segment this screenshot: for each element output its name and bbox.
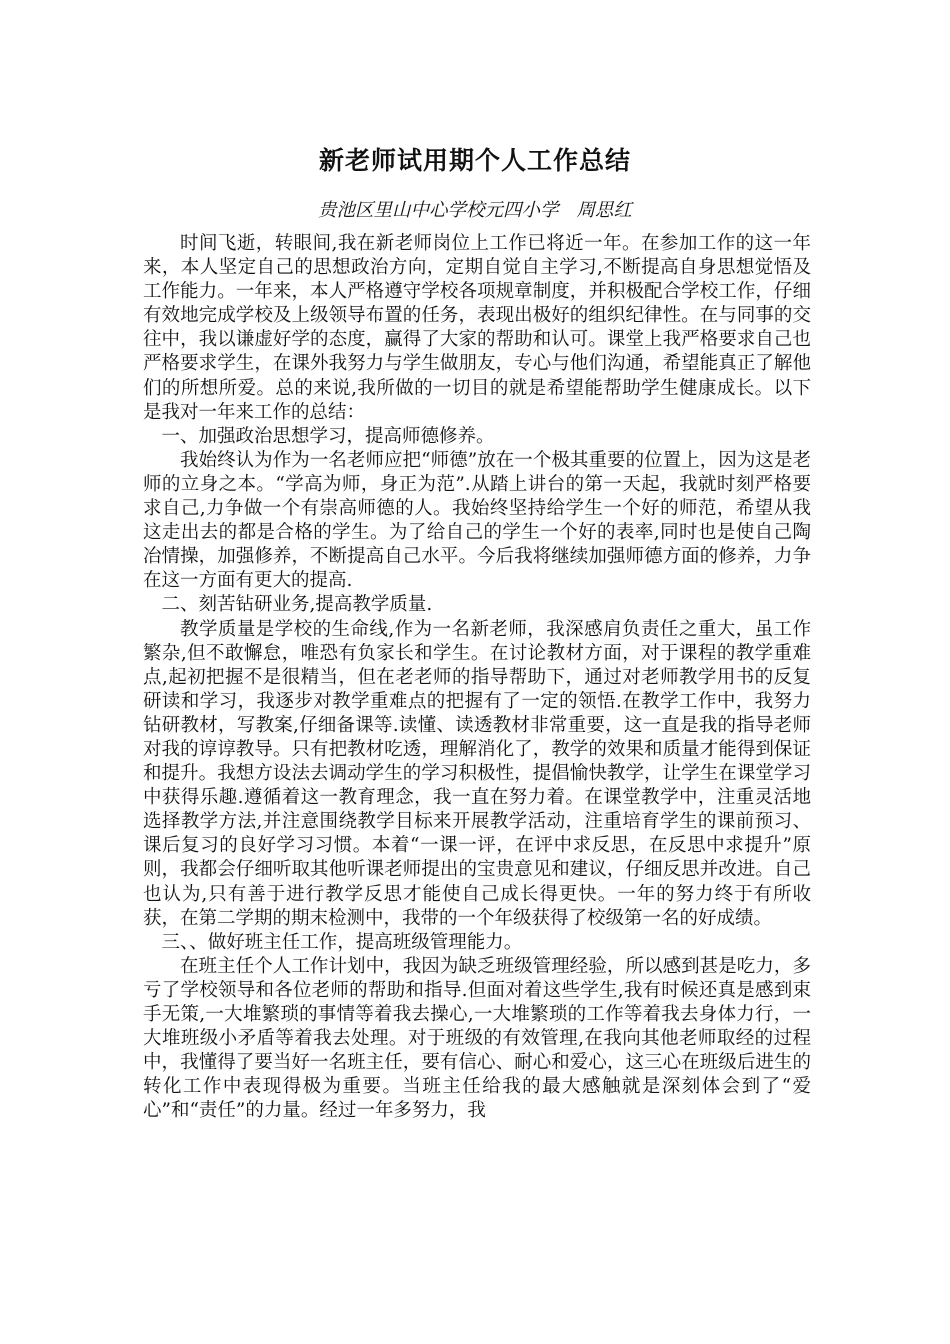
author-line: 贵池区里山中心学校元四小学 周思红 (318, 200, 632, 221)
section-heading-2: 二、刻苦钻研业务,提高教学质量. (161, 594, 433, 616)
section-heading-3: 三、、做好班主任工作，提高班级管理能力。 (161, 931, 523, 953)
paragraph-section-1: 我始终认为作为一名老师应把“师德”放在一个极其重要的位置上，因为这是老师的立身之本。“学高为师，身正为范”.从踏上讲台的第一天起，我就时刻严格要求自己,力争做一个有崇高师德的人。我始终坚持给学生一个好的师范，希望从我这走出去的都是合格的学生。为了给自己的学生一个好的表率,同时也是使自己陶冶情操，加强修养，不断提高自己水平。今后我将继续加强师德方面的修养，力争在这一方面有更大的提高. (143, 449, 811, 592)
paragraph-intro: 时间飞逝，转眼间,我在新老师岗位上工作已将近一年。在参加工作的这一年来，本人坚定自己的思想政治方向，定期自觉自主学习,不断提高自身思想觉悟及工作能力。一年来，本人严格遵守学校各项规章制度，并积极配合学校工作，仔细有效地完成学校及上级领导布置的任务，表现出极好的组织纪律性。在与同事的交往中，我以谦虚好学的态度，赢得了大家的帮助和认可。课堂上我严格要求自己也严格要求学生，在课外我努力与学生做朋友，专心与他们沟通，希望能真正了解他们的所想所爱。总的来说,我所做的一切目的就是希望能帮助学生健康成长。以下是我对一年来工作的总结： (143, 233, 811, 423)
paragraph-section-2: 教学质量是学校的生命线,作为一名新老师，我深感肩负责任之重大，虽工作繁杂,但不敢懈怠，唯恐有负家长和学生。在讨论教材方面，对于课程的教学重难点,起初把握不是很精当，但在老老师的指导帮助下，通过对老师教学用书的反复研读和学习，我逐步对教学重难点的把握有了一定的领悟.在教学工作中，我努力钻研教材，写教案,仔细备课等.读懂、读透教材非常重要，这一直是我的指导老师对我的谆谆教导。只有把教材吃透，理解消化了，教学的效果和质量才能得到保证和提升。我想方设法去调动学生的学习积极性，提倡愉快教学，让学生在课堂学习中获得乐趣.遵循着这一教育理念，我一直在努力着。在课堂教学中，注重灵活地选择教学方法,并注意围绕教学目标来开展教学活动，注重培育学生的课前预习、课后复习的良好学习习惯。本着“一课一评，在评中求反思，在反思中求提升”原则，我都会仔细听取其他听课老师提出的宝贵意见和建议，仔细反思并改进。自己也认为,只有善于进行教学反思才能使自己成长得更快。一年的努力终于有所收获，在第二学期的期末检测中，我带的一个年级获得了校级第一名的好成绩。 (143, 618, 811, 929)
section-heading-1: 一、加强政治思想学习，提高师德修养。 (161, 425, 495, 447)
document-title: 新老师试用期个人工作总结 (318, 146, 631, 175)
paragraph-section-3: 在班主任个人工作计划中，我因为缺乏班级管理经验，所以感到甚是吃力，多亏了学校领导和各位老师的帮助和指导.但面对着这些学生,我有时候还真是感到束手无策,一大堆繁琐的事情等着我去操心,一大堆繁琐的工作等着我去身体力行，一大堆班级小矛盾等着我去处理。对于班级的有效管理,在我向其他老师取经的过程中，我懂得了要当好一名班主任，要有信心、耐心和爱心，这三心在班级后进生的转化工作中表现得极为重要。当班主任给我的最大感触就是深刻体会到了“爱心”和“责任”的力量。经过一年多努力，我 (143, 955, 811, 1122)
document-body (143, 232, 811, 1123)
